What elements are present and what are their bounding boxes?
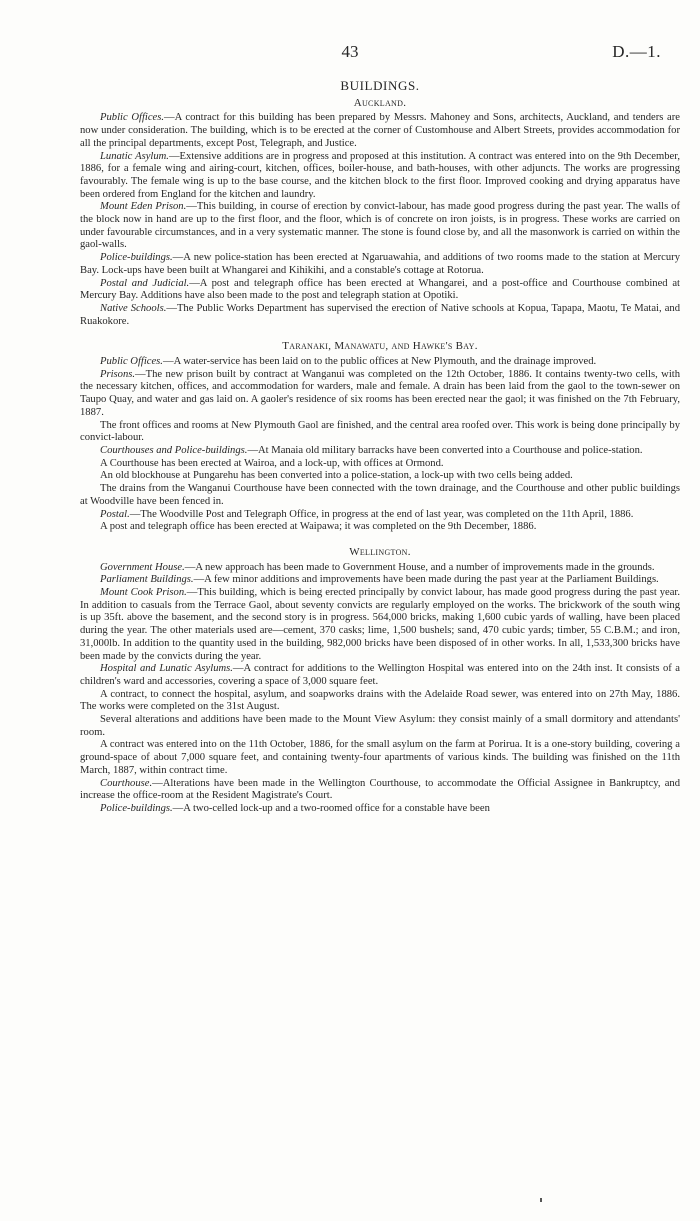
paragraph-text: Several alterations and additions have been made to the Mount View Asylum: they consist mainly of a small dormitory and attendants' room. xyxy=(80,714,680,738)
page-title: BUILDINGS. xyxy=(340,78,420,93)
paragraph-text: —Extensive additions are in progress and proposed at this institution. A contract was entered into on the 9th December, 1886, for a female wing and airing-court, kitchen, offices, boiler-house, and bath-houses, with other adjuncts. The works are progressing favourably. The female wing is up to the base course, and the kitchen block to the first floor. Improved cooking and drying apparatus have been ordered from England for the kitchen and laundry. xyxy=(80,150,680,200)
paragraph xyxy=(80,420,680,445)
paragraph-text: An old blockhouse at Pungarehu has been converted into a police-station, a lock-up with two cells being added. xyxy=(100,470,573,482)
paragraph-caption: Police-buildings. xyxy=(100,252,173,264)
paragraph-text: —This building, which is being erected principally by convict labour, has made good progress during the past year. In addition to casuals from the Terrace Gaol, about seventy convicts are regularly employed on the works. The brickwork of the south wing is up 35ft. above the basement, and the second story is in progress. 564,000 bricks, making 1,600 cubic yards of walling, have been placed during the year. The other materials used are—cement, 370 casks; lime, 1,500 bushels; sand, 470 cubic yards; timber, 55 C.B.M.; and iron, 31,000lb. In addition to the quantity used in the building, 982,000 bricks have been disposed of in other works. In all, 1,533,300 bricks have been made by the convicts during the year. xyxy=(80,587,680,662)
paragraph xyxy=(80,356,680,369)
section-taranaki-manawatu-hawkes-bay xyxy=(80,340,680,534)
paragraph-caption: Public Offices. xyxy=(100,356,163,368)
page-number: 43 xyxy=(341,42,359,61)
paragraph-caption: Courthouse. xyxy=(100,777,153,789)
paragraph-text: —The Woodville Post and Telegraph Office, in progress at the end of last year, was completed on the 11th April, 1886. xyxy=(129,508,634,520)
paragraph xyxy=(80,303,680,328)
paragraph-caption: Police-buildings. xyxy=(100,802,173,814)
section-wellington xyxy=(80,546,680,816)
paragraph-text: A Courthouse has been erected at Wairoa, and a lock-up, with offices at Ormond. xyxy=(100,457,444,469)
paragraph xyxy=(80,112,680,150)
paragraph xyxy=(80,663,680,688)
paragraph-caption: Government House. xyxy=(100,561,185,573)
paragraph xyxy=(80,562,680,575)
paragraph-text: A contract, to connect the hospital, asylum, and soapworks drains with the Adelaide Road sewer, was entered into on 27th May, 1886. The works were completed on the 31st August. xyxy=(80,688,680,713)
paragraph xyxy=(80,252,680,277)
paragraph-text: —The new prison built by contract at Wanganui was completed on the 12th October, 1886. It contains twenty-two cells, with the necessary kitchen, offices, and accommodation for warders, male and female. A drain has been laid from the gaol to the town-sewer on Taupo Quay, and water and gas laid on. A gaoler's residence of six rooms has been erected near the gaol; it was finished on the 7th February, 1887. xyxy=(80,368,680,418)
paragraph-text: —A contract for additions to the Wellington Hospital was entered into on the 24th inst. It consists of a children's ward and accessories, covering a space of 3,000 square feet. xyxy=(80,663,680,687)
paragraph-text: —Alterations have been made in the Wellington Courthouse, to accommodate the Official Assignee in Bankruptcy, and increase the office-room at the Resident Magistrate's Court. xyxy=(80,777,680,802)
paragraph-text: —A contract for this building has been prepared by Messrs. Mahoney and Sons, architects, Auckland, and tenders are now under consideration. The building, which is to be erected at the corner of Customhouse and Albert Streets, provides accommodation for all the principal departments, except Post, Telegraph, and Justice. xyxy=(80,112,680,149)
paragraph-text: —The Public Works Department has supervised the erection of Native schools at Kopua, Tapapa, Maotu, Te Matai, and Ruakokore. xyxy=(80,302,681,327)
paragraph-caption: Parliament Buildings. xyxy=(100,574,194,586)
paragraph-text: —A two-celled lock-up and a two-roomed office for a constable have been xyxy=(172,802,490,814)
section-heading: Auckland. xyxy=(353,96,407,109)
paragraph-caption: Public Offices. xyxy=(100,112,165,124)
paragraph-text: —A new police-station has been erected at Ngaruawahia, and additions of two rooms made to the station at Mercury Bay. Lock-ups have been built at Whangarei and Kihikihi, and a constable's cottage at Rotorua. xyxy=(80,252,680,276)
paragraph xyxy=(80,778,680,803)
paragraph-caption: Hospital and Lunatic Asylums. xyxy=(100,663,233,675)
paragraph-caption: Mount Eden Prison. xyxy=(100,201,187,213)
paragraph xyxy=(80,369,680,420)
paragraph xyxy=(80,574,680,587)
paragraph-text: The drains from the Wanganui Courthouse have been connected with the town drainage, and the Courthouse and other public buildings at Woodville have been fenced in. xyxy=(80,483,680,507)
section-auckland xyxy=(80,97,680,329)
paragraph-caption: Postal. xyxy=(100,508,130,520)
paragraph-text: —A post and telegraph office has been erected at Whangarei, and a post-office and Courthouse combined at Mercury Bay. Additions have also been made to the post and telegraph station at Opotiki. xyxy=(80,277,680,302)
page-header xyxy=(0,42,700,66)
paragraph xyxy=(80,458,680,471)
paragraph xyxy=(80,151,680,202)
paragraph-caption: Lunatic Asylum. xyxy=(100,150,169,162)
paragraph-text: —This building, in course of erection by convict-labour, has made good progress during the past year. The walls of the block now in hand are up to the first floor, and the floor, which is of concrete on iron joists, is in progress. These works are carried on under favourable circumstances, and in a very systematic manner. The stone is found close by, and all the masonwork is carried on within the gaol-walls. xyxy=(80,201,681,251)
paragraph xyxy=(80,803,680,816)
section-heading: Taranaki, Manawatu, and Hawke's Bay. xyxy=(282,340,478,353)
paragraph-caption: Courthouses and Police-buildings. xyxy=(100,444,248,456)
paragraph-text: A post and telegraph office has been erected at Waipawa; it was completed on the 9th December, 1886. xyxy=(100,521,537,533)
paragraph-text: —A new approach has been made to Government House, and a number of improvements made in the grounds. xyxy=(184,561,655,573)
paragraph-text: —A few minor additions and improvements have been made during the past year at the Parliament Buildings. xyxy=(193,574,659,586)
paragraph xyxy=(80,714,680,739)
paragraph xyxy=(80,521,680,534)
paragraph-text: —A water-service has been laid on to the public offices at New Plymouth, and the drainage improved. xyxy=(162,356,597,368)
paragraph-text: —At Manaia old military barracks have been converted into a Courthouse and police-station. xyxy=(247,444,643,456)
paragraph xyxy=(80,470,680,483)
paragraph-text: The front offices and rooms at New Plymouth Gaol are finished, and the central area roofed over. This work is being done principally by convict-labour. xyxy=(80,419,680,444)
paragraph xyxy=(80,483,680,508)
paragraph xyxy=(80,587,680,663)
document-reference: D.—1. xyxy=(612,42,661,61)
paragraph xyxy=(80,278,680,303)
print-speck xyxy=(540,1198,542,1202)
document-body xyxy=(80,80,680,816)
paragraph-text: A contract was entered into on the 11th October, 1886, for the small asylum on the farm at Porirua. It is a one-story building, covering a ground-space of about 7,000 square feet, and containing twenty-four apartments of various kinds. The building was finished on the 11th March, 1887, within contract time. xyxy=(80,739,680,776)
paragraph xyxy=(80,509,680,522)
paragraph-caption: Prisons. xyxy=(100,368,136,380)
paragraph xyxy=(80,201,680,252)
paragraph-caption: Native Schools. xyxy=(100,302,167,314)
paragraph-caption: Mount Cook Prison. xyxy=(100,587,187,599)
paragraph xyxy=(80,445,680,458)
paragraph xyxy=(80,739,680,777)
paragraph-caption: Postal and Judicial. xyxy=(100,277,190,289)
paragraph xyxy=(80,689,680,714)
section-heading: Wellington. xyxy=(349,545,411,558)
